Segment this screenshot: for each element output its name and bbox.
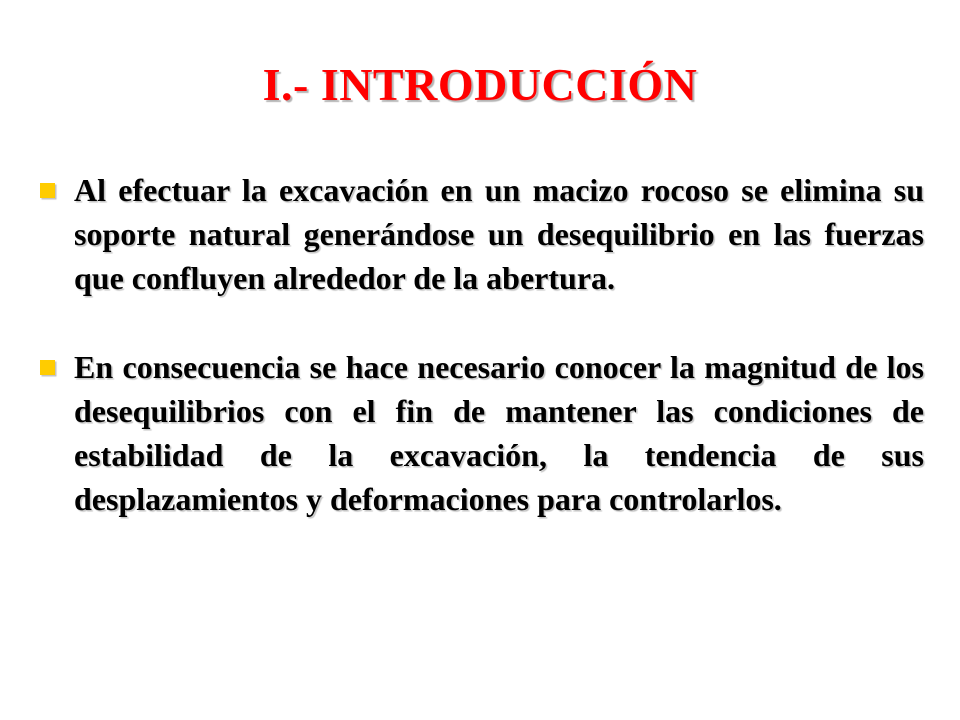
bullet-item [40,345,924,521]
square-bullet-icon [40,360,55,375]
bullet-text: En consecuencia se hace necesario conocer la magnitud de los desequilibrios con el fin de mantener las condiciones de estabilidad de la excavación, la tendencia de sus desplazamientos y deformaciones para controlarlos. [74,349,924,517]
slide-title: I.- INTRODUCCIÓN [262,59,698,110]
bullet-text: Al efectuar la excavación en un macizo rocoso se elimina su soporte natural generándose un desequilibrio en las fuerzas que confluyen alrededor de la abertura. [74,172,924,296]
bullet-list [40,168,924,521]
square-bullet-icon [40,183,55,198]
bullet-item [40,168,924,300]
